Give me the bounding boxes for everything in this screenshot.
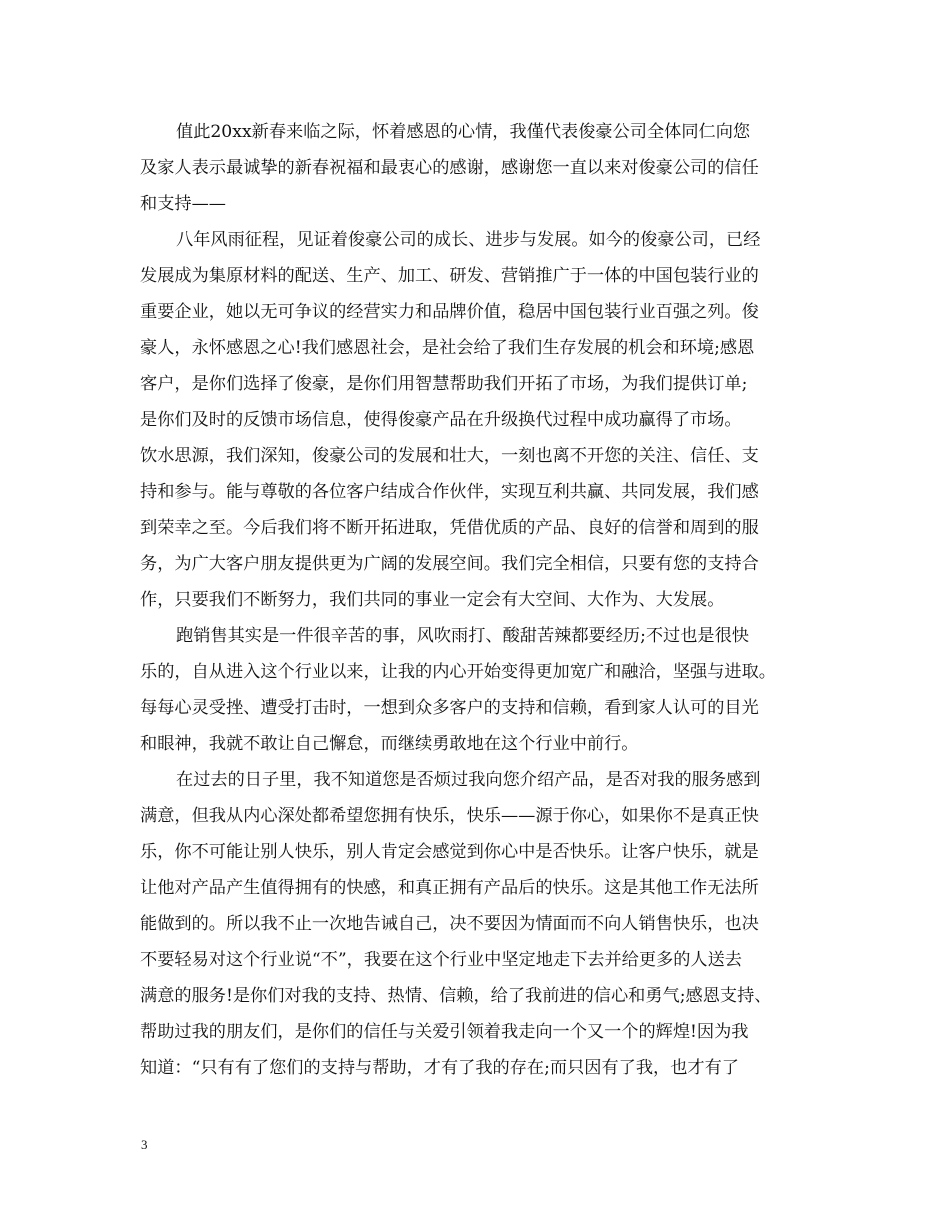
text-line: 重要企业，她以无可争议的经营实力和品牌价值，稳居中国包装行业百强之列。俊 — [140, 302, 759, 322]
text-line: 不要轻易对这个行业说“不”，我要在这个行业中坚定地走下去并给更多的人送去 — [140, 950, 742, 970]
text-line: 满意的服务!是你们对我的支持、热情、信赖，给了我前进的信心和勇气;感恩支持、 — [140, 986, 772, 1006]
text-line: 和眼神，我就不敢让自己懈怠，而继续勇敢地在这个行业中前行。 — [140, 734, 639, 754]
text-line: 及家人表示最诚挚的新春祝福和最衷心的感谢，感谢您一直以来对俊豪公司的信任 — [140, 158, 759, 178]
text-line: 务，为广大客户朋友提供更为广阔的发展空间。我们完全相信，只要有您的支持合 — [140, 554, 759, 574]
text-line: 帮助过我的朋友们，是你们的信任与关爱引领着我走向一个又一个的辉煌!因为我 — [140, 1022, 749, 1042]
text-line: 知道：“只有有了您们的支持与帮助，才有了我的存在;而只因有了我，也才有了 — [140, 1058, 739, 1078]
text-line: 豪人，永怀感恩之心!我们感恩社会，是社会给了我们生存发展的机会和环境;感恩 — [140, 338, 755, 358]
text-line: 跑销售其实是一件很辛苦的事，风吹雨打、酸甜苦辣都要经历;不过也是很快 — [176, 626, 749, 646]
text-line: 和支持—— — [140, 194, 226, 214]
text-line: 乐，你不可能让别人快乐，别人肯定会感觉到你心中是否快乐。让客户快乐，就是 — [140, 842, 759, 862]
text-line: 客户，是你们选择了俊豪，是你们用智慧帮助我们开拓了市场，为我们提供订单; — [140, 374, 748, 394]
text-line: 到荣幸之至。今后我们将不断开拓进取，凭借优质的产品、良好的信誉和周到的服 — [140, 518, 759, 538]
text-line: 每每心灵受挫、遭受打击时，一想到众多客户的支持和信赖，看到家人认可的目光 — [140, 698, 759, 718]
text-line: 发展成为集原材料的配送、生产、加工、研发、营销推广于一体的中国包装行业的 — [140, 266, 759, 286]
text-line: 在过去的日子里，我不知道您是否烦过我向您介绍产品，是否对我的服务感到 — [176, 770, 761, 790]
text-line: 作，只要我们不断努力，我们共同的事业一定会有大空间、大作为、大发展。 — [140, 590, 725, 610]
text-line: 饮水思源，我们深知，俊豪公司的发展和壮大，一刻也离不开您的关注、信任、支 — [140, 446, 759, 466]
text-line: 满意，但我从内心深处都希望您拥有快乐，快乐——源于你心，如果你不是真正快 — [140, 806, 759, 826]
text-line: 乐的，自从进入这个行业以来，让我的内心开始变得更加宽广和融洽，坚强与进取。 — [140, 662, 776, 682]
page-number: 3 — [141, 1137, 148, 1152]
text-line: 八年风雨征程，见证着俊豪公司的成长、进步与发展。如今的俊豪公司，已经 — [176, 230, 761, 250]
text-line: 持和参与。能与尊敬的各位客户结成合作伙伴，实现互利共赢、共同发展，我们感 — [140, 482, 759, 502]
text-line: 让他对产品产生值得拥有的快感，和真正拥有产品后的快乐。这是其他工作无法所 — [140, 878, 759, 898]
document-body — [140, 114, 814, 1086]
text-line: 能做到的。所以我不止一次地告诫自己，决不要因为情面而不向人销售快乐，也决 — [140, 914, 759, 934]
text-line: 值此20xx新春来临之际，怀着感恩的心情，我僅代表俊豪公司全体同仁向您 — [176, 122, 751, 142]
text-line: 是你们及时的反馈市场信息，使得俊豪产品在升级换代过程中成功赢得了市场。 — [140, 410, 742, 430]
